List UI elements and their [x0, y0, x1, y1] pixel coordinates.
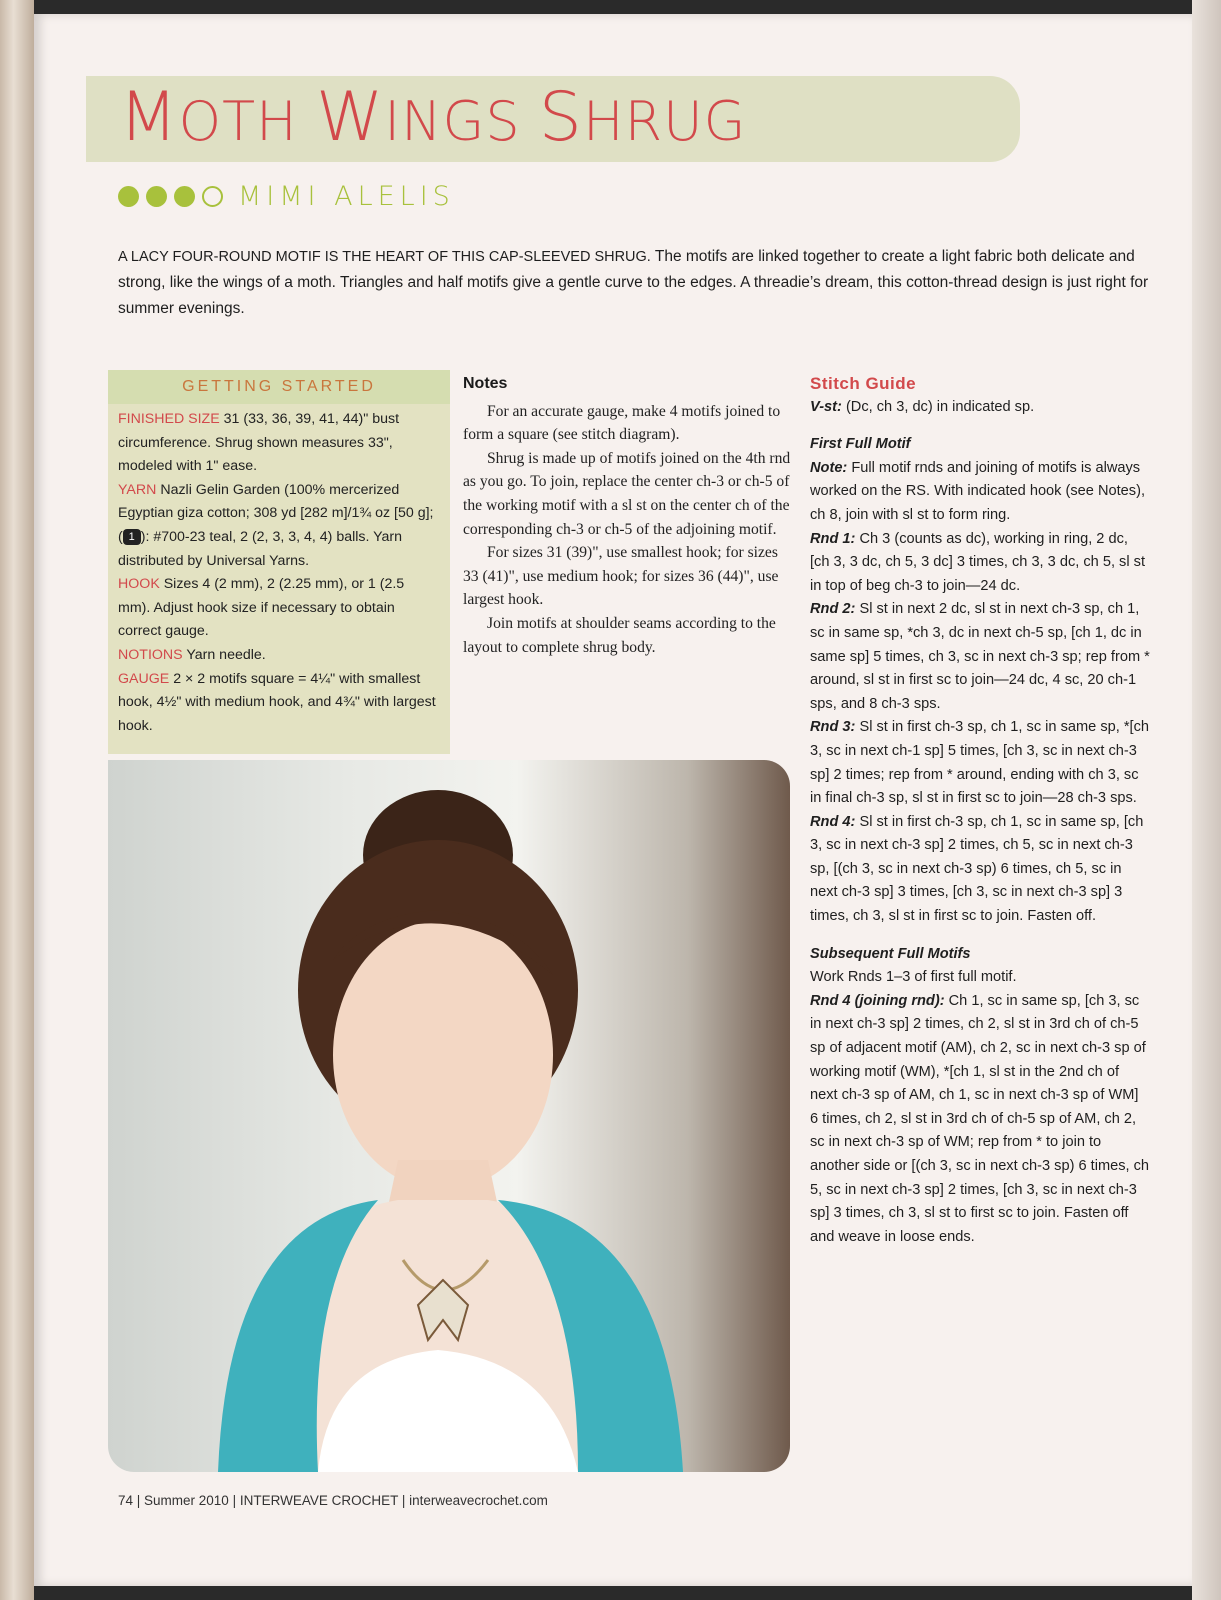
notions-entry: NOTIONS Yarn needle.	[118, 646, 266, 663]
model-photo	[108, 760, 790, 1472]
getting-started-box	[108, 370, 450, 754]
difficulty-dot-filled	[118, 186, 139, 207]
getting-started-body	[108, 404, 450, 738]
finished-size-label: FINISHED SIZE	[118, 411, 220, 427]
round-4-joining: Rnd 4 (joining rnd): Ch 1, sc in same sp, [ch 3, sc in next ch-3 sp] 2 times, ch 2, sl st in 3rd ch of ch-5 sp of adjacent motif (AM), ch 2, sc in next ch-3 sp of working motif (WM), *[ch 1, sl st in the 2nd ch of next ch-3 sp of AM, ch 1, sc in next ch-3 sp of WM] 6 times, ch 2, sl st in 3rd ch of ch-5 sp of AM, ch 2, sc in next ch-3 sp of WM; rep from * to join to another side or [(ch 3, sc in next ch-3 sp) 6 times, ch 5, sc in next ch-3 sp] 2 times, [ch 3, sc in next ch-3 sp] 3 times, ch 3, sl st to first sc to join. Fasten off and weave in loose ends.	[810, 992, 1150, 1245]
gauge-entry: GAUGE 2 × 2 motifs square = 4¼" with smallest hook, 4½" with medium hook, and 4¾" with largest hook.	[118, 670, 436, 734]
yarn-entry: YARN Nazli Gelin Garden (100% mercerized Egyptian giza cotton; 308 yd [282 m]/1¾ oz [50 g]; ( 1 ): #700-23 teal, 2 (2, 3, 3, 4, 4) balls. Yarn distributed by Universal Yarns.	[118, 481, 434, 569]
round-2: Rnd 2: Sl st in next 2 dc, sl st in next ch-3 sp, ch 1, sc in same sp, *ch 3, dc in next ch-5 sp, [ch 1, dc in same sp] 5 times, ch 3, sc in next ch-3 sp; rep from * around, sl st in first sc to join—24 dc, 4 sc, 20 ch-1 sps, and 8 ch-3 sps.	[810, 601, 1150, 712]
subsequent-motifs-heading: Subsequent Full Motifs	[810, 945, 971, 962]
stitch-guide-heading: Stitch Guide	[810, 374, 917, 393]
difficulty-dot-filled	[174, 186, 195, 207]
difficulty-dot-empty	[202, 186, 223, 207]
author-name: MIMI ALELIS	[238, 180, 455, 212]
notes-paragraph: For an accurate gauge, make 4 motifs joined to form a square (see stitch diagram).	[463, 402, 781, 444]
notes-heading: Notes	[463, 375, 508, 392]
getting-started-title: GETTING STARTED	[108, 370, 450, 404]
subsequent-intro: Work Rnds 1–3 of first full motif.	[810, 969, 1017, 986]
yarn-label: YARN	[118, 481, 157, 498]
intro-lead: A LACY FOUR-ROUND MOTIF IS THE HEART OF THIS CAP-SLEEVED SHRUG.	[118, 249, 651, 265]
gauge-label: GAUGE	[118, 670, 170, 687]
notes-column	[463, 372, 793, 659]
intro-paragraph	[118, 244, 1163, 322]
page-right-edge	[1192, 0, 1221, 1600]
hook-label: HOOK	[118, 576, 160, 593]
page-footer: 74 | Summer 2010 | INTERWEAVE CROCHET | interweavecrochet.com	[118, 1493, 548, 1508]
intro-text: The motifs are linked together to create a light fabric both delicate and strong, like the wings of a moth. Triangles and half motifs give a gentle curve to the edges. A threadie’s dream, this cotton-thread design is just right for summer evenings.	[118, 248, 1149, 317]
first-motif-heading: First Full Motif	[810, 436, 911, 453]
model-photo-illustration	[108, 760, 790, 1472]
byline	[118, 176, 455, 216]
page-binding-edge	[0, 0, 34, 1600]
notes-paragraph: For sizes 31 (39)", use smallest hook; for sizes 33 (41)", use medium hook; for sizes 36 (44)", use largest hook.	[463, 544, 779, 609]
yarn-weight-icon: 1	[123, 529, 141, 545]
page-title: MOTH WINGS SHRUG	[119, 78, 747, 157]
round-1: Rnd 1: Ch 3 (counts as dc), working in ring, 2 dc, [ch 3, 3 dc, ch 5, 3 dc] 3 times, ch 3, 3 dc, ch 5, sl st in top of beg ch-3 to join—24 dc.	[810, 530, 1146, 594]
hook-entry: HOOK Sizes 4 (2 mm), 2 (2.25 mm), or 1 (2.5 mm). Adjust hook size if necessary to obtain correct gauge.	[118, 576, 405, 640]
stitch-guide-column	[810, 372, 1150, 1249]
round-4: Rnd 4: Sl st in first ch-3 sp, ch 1, sc in same sp, [ch 3, sc in next ch-3 sp] 2 times, ch 5, sc in next ch-3 sp, [(ch 3, sc in next ch-3 sp) 6 times, ch 5, sc in next ch-3 sp] 3 times, [ch 3, sc in next ch-3 sp] 3 times, ch 3, sl st in first sc to join. Fasten off.	[810, 813, 1144, 925]
difficulty-dot-filled	[146, 186, 167, 207]
vst-definition: V-st: (Dc, ch 3, dc) in indicated sp.	[810, 398, 1035, 415]
motif-note: Note: Full motif rnds and joining of motifs is always worked on the RS. With indicated hook (see Notes), ch 8, join with sl st to form ring.	[810, 459, 1146, 523]
face-shape	[333, 920, 553, 1190]
notions-label: NOTIONS	[118, 646, 183, 663]
notes-paragraph: Shrug is made up of motifs joined on the 4th rnd as you go. To join, replace the center ch-3 or ch-5 of the working motif with a sl st on the center ch of the corresponding ch-3 or ch-5 of the adjoining motif.	[463, 449, 791, 538]
finished-size-entry: FINISHED SIZE 31 (33, 36, 39, 41, 44)" bust circumference. Shrug shown measures 33", modeled with 1" ease.	[118, 411, 400, 475]
round-3: Rnd 3: Sl st in first ch-3 sp, ch 1, sc in same sp, *[ch 3, sc in next ch-1 sp] 5 times, [ch 3, sc in next ch-3 sp] 2 times; rep from * around, ending with ch 3, sc in final ch-3 sp, sl st in first sc to join—28 ch-3 sps.	[810, 719, 1150, 807]
notes-paragraph: Join motifs at shoulder seams according to the layout to complete shrug body.	[463, 614, 776, 656]
